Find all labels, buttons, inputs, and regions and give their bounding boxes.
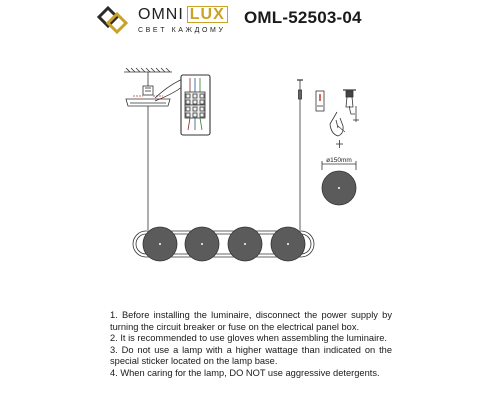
right-suspension-cable <box>297 80 303 230</box>
dimmer-icon <box>316 91 324 111</box>
instructions-list <box>110 310 392 380</box>
instruction-item-4: 4. When caring for the lamp, DO NOT use aggressive detergents. <box>110 367 380 378</box>
instruction-item-3: 3. Do not use a lamp with a higher wattage than indicated on the special sticker located on the lamp base. <box>110 344 392 367</box>
instruction-item-1: 1. Before installing the luminaire, disconnect the power supply by turning the circuit breaker or fuse on the electrical panel box. <box>110 310 392 332</box>
diameter-label: ø150mm <box>326 157 352 164</box>
mounting-bracket <box>133 72 163 96</box>
brand-name <box>138 6 228 24</box>
globe-shades <box>143 227 305 261</box>
header <box>96 3 416 43</box>
globe-shade-2 <box>185 227 219 261</box>
brand-name-omni: OMNI <box>138 6 184 23</box>
ceiling-hatch <box>124 68 172 72</box>
lightbulb-icon <box>343 90 356 114</box>
brand-name-lux: LUX <box>187 6 228 23</box>
diamond-logo-icon <box>96 5 130 35</box>
brand-tagline: СВЕТ КАЖДОМУ <box>138 27 226 34</box>
globe-shade-1 <box>143 227 177 261</box>
globe-shade-4 <box>271 227 305 261</box>
ceiling-canopy <box>126 99 170 106</box>
globe-shade-3 <box>228 227 262 261</box>
gloves-icon <box>330 112 345 148</box>
model-number: OML-52503-04 <box>244 8 362 27</box>
technical-drawing <box>0 48 500 308</box>
instruction-item-2: 2. It is recommended to use gloves when assembling the luminaire. <box>110 333 387 344</box>
shade-top-view <box>322 171 356 205</box>
